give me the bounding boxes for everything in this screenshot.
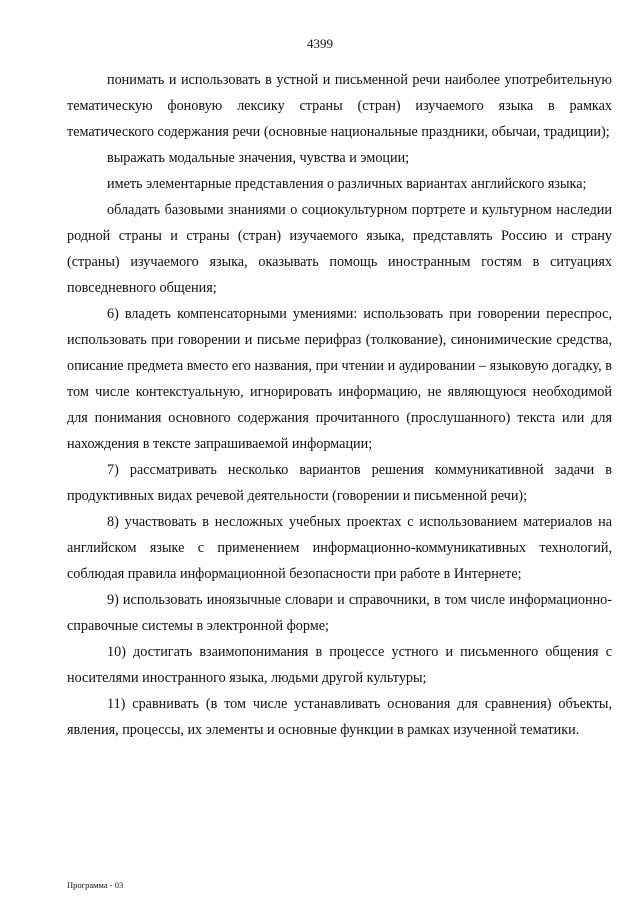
paragraph-item-9: 9) использовать иноязычные словари и справочники, в том числе информационно-справочные системы в электронной форме; xyxy=(67,592,612,634)
paragraph-3: иметь элементарные представления о различных вариантах английского языка; xyxy=(107,176,587,192)
page-number: 4399 xyxy=(307,36,333,51)
paragraph-2: выражать модальные значения, чувства и эмоции; xyxy=(107,150,410,166)
body-text xyxy=(67,67,612,743)
paragraph-4: обладать базовыми знаниями о социокультурном портрете и культурном наследии родной страны и страны (стран) изучаемого языка, представлять Россию и страну (страны) изучаемого языка, оказывать помощь иностранным гостям в ситуациях повседневного общения; xyxy=(67,202,612,296)
page-footer: Программа - 03 xyxy=(67,880,124,890)
paragraph-item-7: 7) рассматривать несколько вариантов решения коммуникативной задачи в продуктивных видах речевой деятельности (говорении и письменной речи); xyxy=(67,462,612,504)
paragraph-item-8: 8) участвовать в несложных учебных проектах с использованием материалов на английском языке с применением информационно-коммуникативных технологий, соблюдая правила информационной безопасности при работе в Интернете; xyxy=(67,514,612,582)
paragraph-1: понимать и использовать в устной и письменной речи наиболее употребительную тематическую фоновую лексику страны (стран) изучаемого языка в рамках тематического содержания речи (основные национальные праздники, обычаи, традиции); xyxy=(67,72,612,140)
paragraph-item-11: 11) сравнивать (в том числе устанавливать основания для сравнения) объекты, явления, процессы, их элементы и основные функции в рамках изученной тематики. xyxy=(67,696,612,738)
paragraph-item-6: 6) владеть компенсаторными умениями: использовать при говорении переспрос, использовать при говорении и письме перифраз (толкование), синонимические средства, описание предмета вместо его названия, при чтении и аудировании – языковую догадку, в том числе контекстуальную, игнорировать информацию, не являющуюся необходимой для понимания основного содержания прочитанного (прослушанного) текста или для нахождения в тексте запрашиваемой информации; xyxy=(67,306,612,452)
paragraph-item-10: 10) достигать взаимопонимания в процессе устного и письменного общения с носителями иностранного языка, людьми другой культуры; xyxy=(67,644,612,686)
